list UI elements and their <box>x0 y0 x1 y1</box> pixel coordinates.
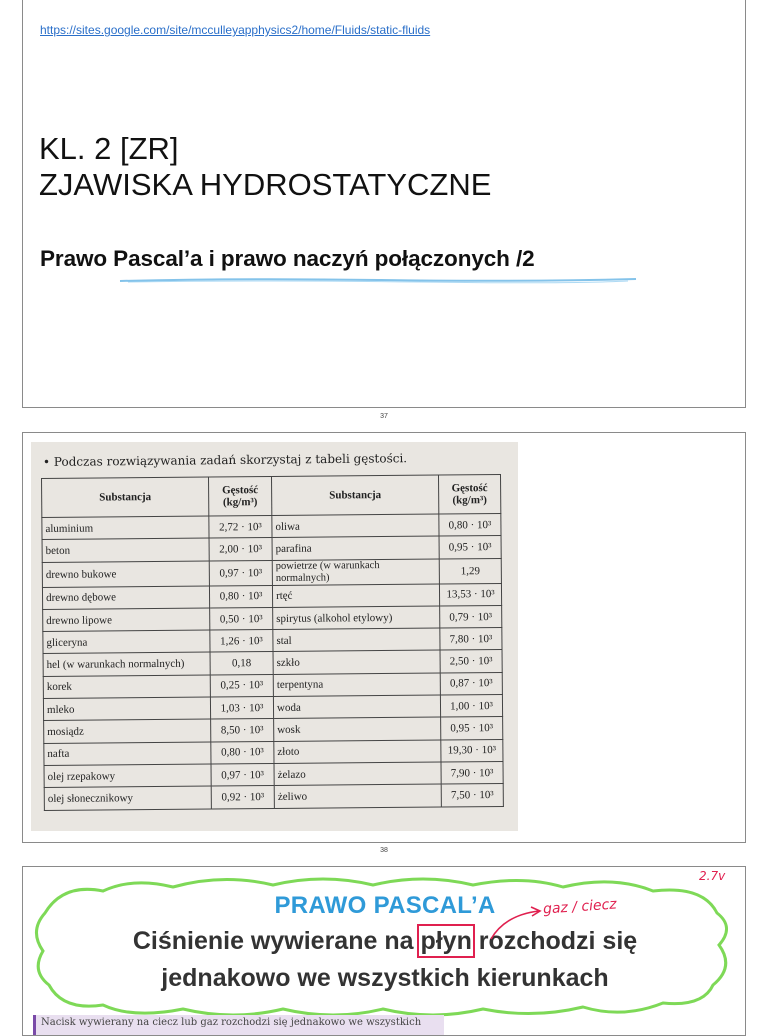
substance-cell: aluminium <box>42 516 209 540</box>
handwritten-corner-note: 2.7v <box>699 869 726 883</box>
substance-cell: gliceryna <box>43 630 210 654</box>
substance-cell: szkło <box>273 651 440 675</box>
pascal-law-title: PRAWO PASCAL’A <box>274 892 496 919</box>
substance-cell: hel (w warunkach normalnych) <box>43 653 210 677</box>
substance-cell: korek <box>43 675 210 699</box>
handwritten-arrow <box>485 903 545 943</box>
density-cell: 0,80 · 10³ <box>439 513 501 536</box>
highlighted-word: płyn <box>420 927 472 955</box>
substance-cell: żelazo <box>274 762 441 786</box>
density-cell: 2,72 · 10³ <box>209 515 272 538</box>
table-header-row <box>42 474 501 517</box>
density-cell: 2,00 · 10³ <box>209 538 272 561</box>
slide-38 <box>22 432 746 843</box>
density-cell: 0,95 · 10³ <box>439 536 501 559</box>
instruction-text: • Podczas rozwiązywania zadań skorzystaj z tabeli gęstości. <box>42 451 408 469</box>
density-cell: 0,79 · 10³ <box>440 605 502 628</box>
substance-cell: wosk <box>274 717 441 741</box>
density-cell: 8,50 · 10³ <box>211 719 274 742</box>
header-density-1: Gęstość (kg/m³) <box>208 476 271 516</box>
density-cell: 1,00 · 10³ <box>440 695 502 718</box>
density-cell: 7,90 · 10³ <box>441 761 503 784</box>
substance-cell: drewno bukowe <box>42 561 209 587</box>
page-number: 38 <box>380 847 388 854</box>
density-cell: 0,95 · 10³ <box>441 717 503 740</box>
substance-cell: mleko <box>43 697 210 721</box>
substance-cell: drewno dębowe <box>42 586 209 610</box>
substance-cell: mosiądz <box>44 719 211 743</box>
slide-subtitle: Prawo Pascal’a i prawo naczyń połączonych /2 <box>40 246 535 271</box>
density-cell: 1,26 · 10³ <box>210 630 273 653</box>
density-cell: 13,53 · 10³ <box>439 583 501 606</box>
handwritten-note: gaz / ciecz <box>542 896 618 918</box>
pascal-law-line-2: jednakowo we wszystkich kierunkach <box>161 964 609 992</box>
substance-cell: beton <box>42 538 209 562</box>
density-cell: 0,97 · 10³ <box>211 763 274 786</box>
title-line-1: KL. 2 [ZR] <box>39 131 179 166</box>
substance-cell: olej słonecznikowy <box>44 786 211 810</box>
header-substance-1: Substancja <box>42 477 209 517</box>
density-table-photo <box>31 442 518 831</box>
header-density-2: Gęstość (kg/m³) <box>438 474 500 514</box>
substance-cell: rtęć <box>272 584 439 608</box>
density-cell: 0,87 · 10³ <box>440 672 502 695</box>
source-link[interactable]: https://sites.google.com/site/mcculleyapphysics2/home/Fluids/static-fluids <box>40 23 431 37</box>
density-cell: 0,25 · 10³ <box>210 674 273 697</box>
density-cell: 0,80 · 10³ <box>209 585 272 608</box>
substance-cell: spirytus (alkohol etylowy) <box>273 606 440 630</box>
density-cell: 0,50 · 10³ <box>210 607 273 630</box>
density-table <box>41 474 504 811</box>
brush-underline <box>118 276 638 284</box>
density-cell: 7,80 · 10³ <box>440 628 502 651</box>
pascal-law-line-1 <box>23 927 746 956</box>
substance-cell: oliwa <box>272 514 439 538</box>
substance-cell: olej rzepakowy <box>44 764 211 788</box>
title-line-2: ZJAWISKA HYDROSTATYCZNE <box>39 167 492 202</box>
density-cell: 19,30 · 10³ <box>441 739 503 762</box>
substance-cell: złoto <box>274 740 441 764</box>
header-substance-2: Substancja <box>271 475 438 515</box>
density-cell: 2,50 · 10³ <box>440 650 502 673</box>
density-cell: 7,50 · 10³ <box>441 784 503 807</box>
substance-cell: żeliwo <box>274 784 441 808</box>
substance-cell: drewno lipowe <box>43 608 210 632</box>
slide-39 <box>22 866 746 1036</box>
page-number: 37 <box>380 413 388 420</box>
density-cell: 1,03 · 10³ <box>210 697 273 720</box>
density-cell: 0,80 · 10³ <box>211 741 274 764</box>
substance-cell: nafta <box>44 742 211 766</box>
purple-banner-text: Nacisk wywierany na ciecz lub gaz rozchodzi się jednakowo we wszystkich <box>41 1017 422 1028</box>
density-cell: 0,18 <box>210 652 273 675</box>
substance-cell: terpentyna <box>273 673 440 697</box>
density-cell: 0,97 · 10³ <box>209 560 272 586</box>
table-row <box>44 784 503 810</box>
substance-cell: woda <box>273 695 440 719</box>
density-cell: 0,92 · 10³ <box>211 786 274 809</box>
substance-cell: parafina <box>272 536 439 560</box>
line1-part-b: rozchodzi się <box>471 927 638 955</box>
substance-cell: stal <box>273 628 440 652</box>
slide-37 <box>22 0 746 408</box>
slide-title <box>39 131 491 203</box>
density-cell: 1,29 <box>439 558 501 584</box>
substance-cell: powietrze (w warunkach normalnych) <box>272 559 439 585</box>
line1-part-a: Ciśnienie wywierane na <box>132 927 421 955</box>
